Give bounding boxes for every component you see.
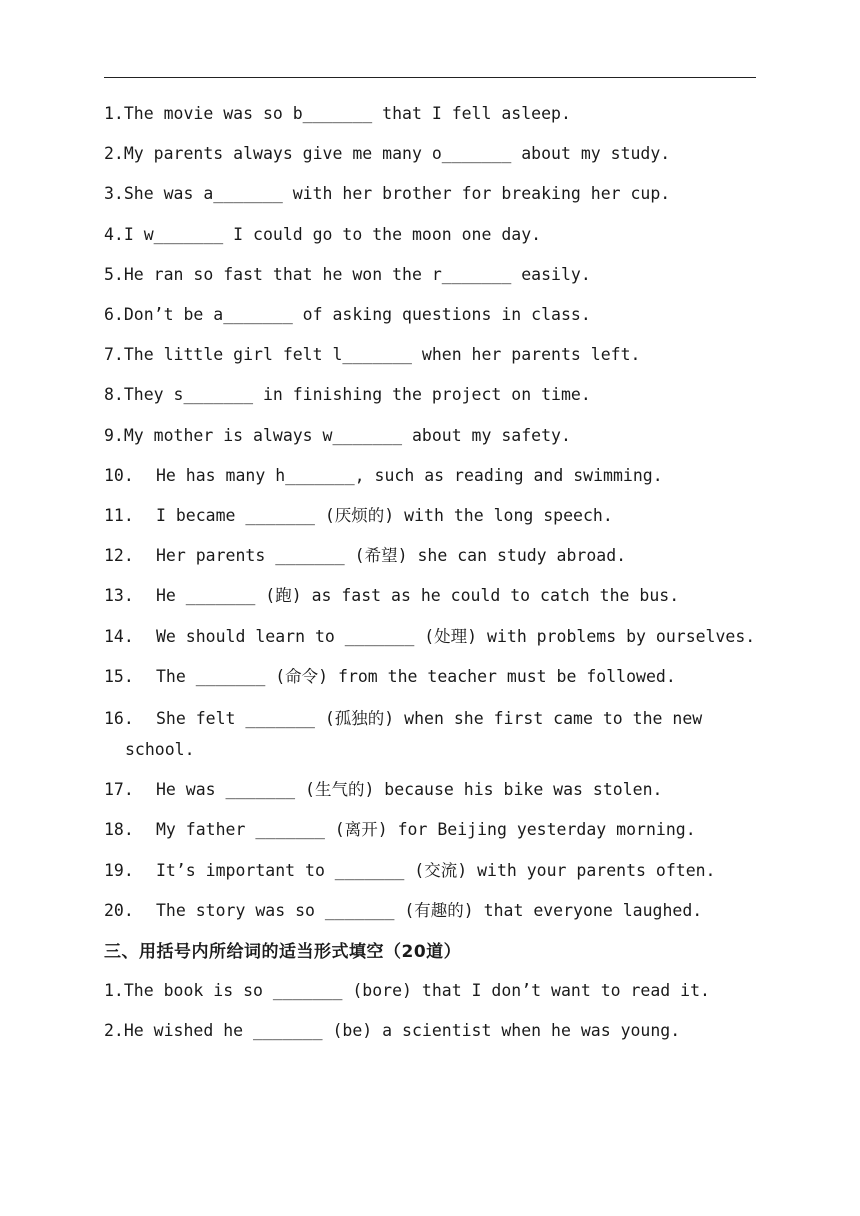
question-item: 9.My mother is always w_______ about my safety. [104,425,571,445]
question-text: He _______ (跑) as fast as he could to catch the bus. [156,586,680,606]
question-item: 16. She felt _______ (孤独的) when she first came to the new school. [104,708,703,760]
section-heading: 三、用括号内所给词的适当形式填空（20道） [104,941,462,962]
question-item: 18. My father _______ (离开) for Beijing yesterday morning. [104,820,696,840]
question-item: 13. He _______ (跑) as fast as he could to catch the bus. [104,586,680,606]
question-text: The book is so _______ (bore) that I don’t want to read it. [123,980,710,1000]
question-text: It’s important to _______ (交流) with your parents often. [156,860,716,880]
question-text: He ran so fast that he won the r_______ easily. [123,264,591,284]
question-text: I w_______ I could go to the moon one day. [123,224,542,244]
question-item: 2.My parents always give me many o_______ about my study. [104,144,671,164]
question-text: The little girl felt l_______ when her parents left. [123,345,641,365]
question-item: 2.He wished he _______ (be) a scientist when he was young. [104,1021,681,1041]
header-rule [104,77,756,78]
question-item: 3.She was a_______ with her brother for breaking her cup. [104,184,671,204]
question-text: My parents always give me many o_______ about my study. [123,144,671,164]
question-item: 1.The movie was so b_______ that I fell asleep. [104,104,571,123]
worksheet [104,104,756,1061]
question-text: Don’t be a_______ of asking questions in class. [123,304,591,324]
question-text: The movie was so b_______ that I fell asleep. [123,104,571,123]
question-text: He has many h_______, such as reading and swimming. [156,465,663,485]
question-text: We should learn to _______ (处理) with problems by ourselves. [156,627,756,647]
question-text: The story was so _______ (有趣的) that everyone laughed. [156,900,703,920]
question-item: 4.I w_______ I could go to the moon one day. [104,224,542,244]
question-text: He wished he _______ (be) a scientist when he was young. [123,1021,681,1041]
question-item: 17. He was _______ (生气的) because his bike was stolen. [104,780,663,800]
question-text: The _______ (命令) from the teacher must be followed. [156,667,676,687]
question-text: She felt _______ (孤独的) when she first came to the new school. [125,708,703,760]
question-item: 7.The little girl felt l_______ when her parents left. [104,345,641,365]
question-text: My mother is always w_______ about my safety. [123,425,571,445]
question-item: 11. I became _______ (厌烦的) with the long speech. [104,505,613,525]
question-text: My father _______ (离开) for Beijing yesterday morning. [156,820,696,840]
question-item: 6.Don’t be a_______ of asking questions in class. [104,304,591,324]
question-item: 19. It’s important to _______ (交流) with your parents often. [104,860,716,880]
question-item: 8.They s_______ in finishing the project on time. [104,385,591,405]
question-text: They s_______ in finishing the project on time. [123,385,591,405]
question-item: 20. The story was so _______ (有趣的) that everyone laughed. [104,900,703,920]
question-text: I became _______ (厌烦的) with the long speech. [156,505,613,525]
question-text: She was a_______ with her brother for breaking her cup. [123,184,671,204]
question-item: 14. We should learn to _______ (处理) with problems by ourselves. [104,627,756,647]
question-item: 1.The book is so _______ (bore) that I don’t want to read it. [104,980,710,1000]
question-item: 15. The _______ (命令) from the teacher must be followed. [104,667,676,687]
question-text: Her parents _______ (希望) she can study abroad. [156,546,627,566]
question-text: He was _______ (生气的) because his bike was stolen. [156,780,663,800]
question-item: 10. He has many h_______, such as reading and swimming. [104,465,663,485]
question-item: 12. Her parents _______ (希望) she can study abroad. [104,546,627,566]
question-item: 5.He ran so fast that he won the r_______ easily. [104,264,591,284]
